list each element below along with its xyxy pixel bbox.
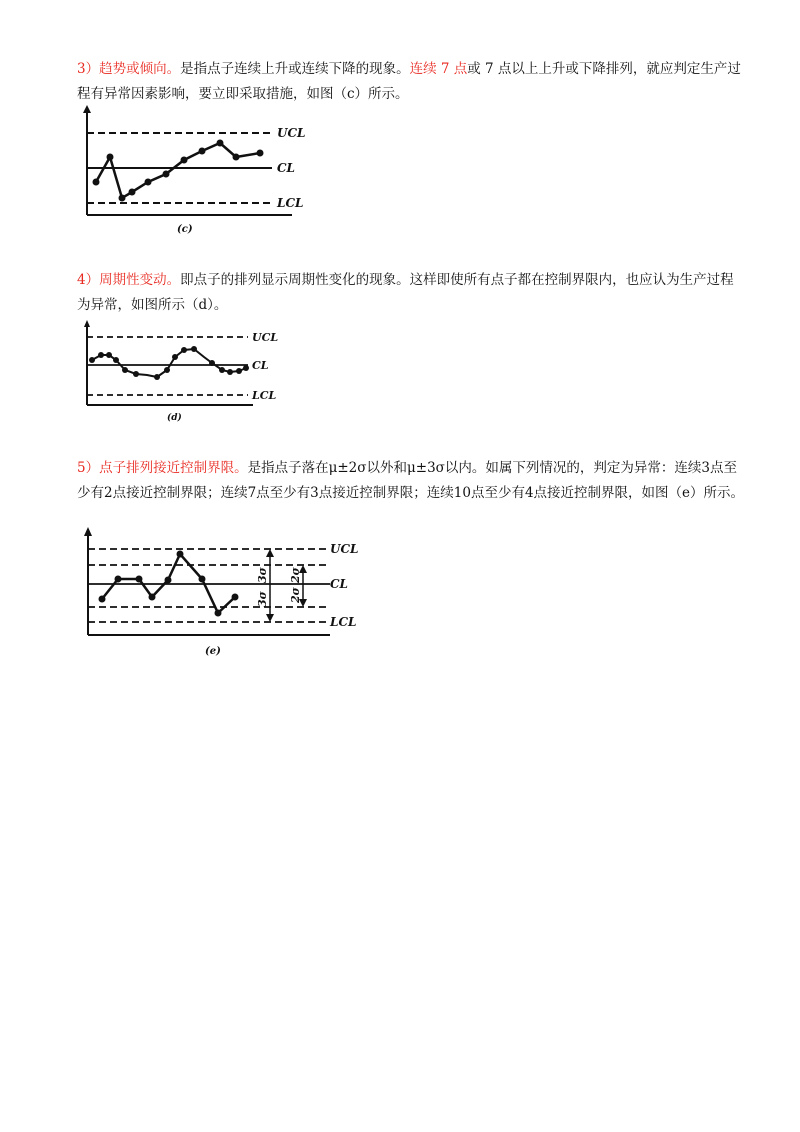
- control-chart-e: [80, 527, 370, 662]
- lcl-label-e: LCL: [330, 615, 357, 629]
- control-chart-c: [82, 105, 322, 240]
- section-5-text: 是指点子落在μ±2σ以外和μ±3σ以内。如属下列情况的，判定为异常：连续3点至少有2点接近控制界限；连续7点至少有3点接近控制界限；连续10点至少有4点接近控制界限，如图（e）所示。: [77, 460, 745, 501]
- sigma3-label-upper: 3σ: [256, 567, 269, 583]
- lcl-label-c: LCL: [277, 196, 304, 210]
- section-4-paragraph: [77, 268, 745, 318]
- sigma2-label-upper: 2σ: [289, 567, 302, 583]
- lcl-label-d: LCL: [252, 389, 277, 402]
- section-4-heading: 4）周期性变动。: [77, 272, 181, 288]
- section-3-text-2: 或 7 点以上上升或下降排列，就应判定生产过程有异常因素影响，要立即采取措施，如图（c）所示。: [77, 61, 741, 102]
- ucl-label-e: UCL: [330, 542, 359, 556]
- caption-c: (c): [177, 224, 193, 235]
- ucl-label-d: UCL: [252, 331, 279, 344]
- control-chart-d: [83, 320, 283, 430]
- cl-label-e: CL: [330, 577, 348, 591]
- ucl-label-c: UCL: [277, 126, 306, 140]
- sigma2-label-lower: 2σ: [289, 587, 302, 603]
- section-5-heading: 5）点子排列接近控制界限。: [77, 460, 248, 476]
- section-5-paragraph: [77, 456, 745, 506]
- cl-label-c: CL: [277, 161, 295, 175]
- sigma3-label-lower: 3σ: [256, 591, 269, 607]
- section-3-heading: 3）趋势或倾向。: [77, 61, 181, 77]
- caption-d: (d): [167, 413, 182, 423]
- caption-e: (e): [205, 646, 221, 657]
- section-3-text-1: 是指点子连续上升或连续下降的现象。: [180, 61, 410, 77]
- section-3-paragraph: [77, 57, 745, 107]
- section-3-highlight: 连续 7 点: [409, 61, 468, 77]
- section-4-text: 即点子的排列显示周期性变化的现象。这样即使所有点子都在控制界限内，也应认为生产过程为异常，如图所示（d）。: [77, 272, 734, 313]
- cl-label-d: CL: [252, 359, 269, 372]
